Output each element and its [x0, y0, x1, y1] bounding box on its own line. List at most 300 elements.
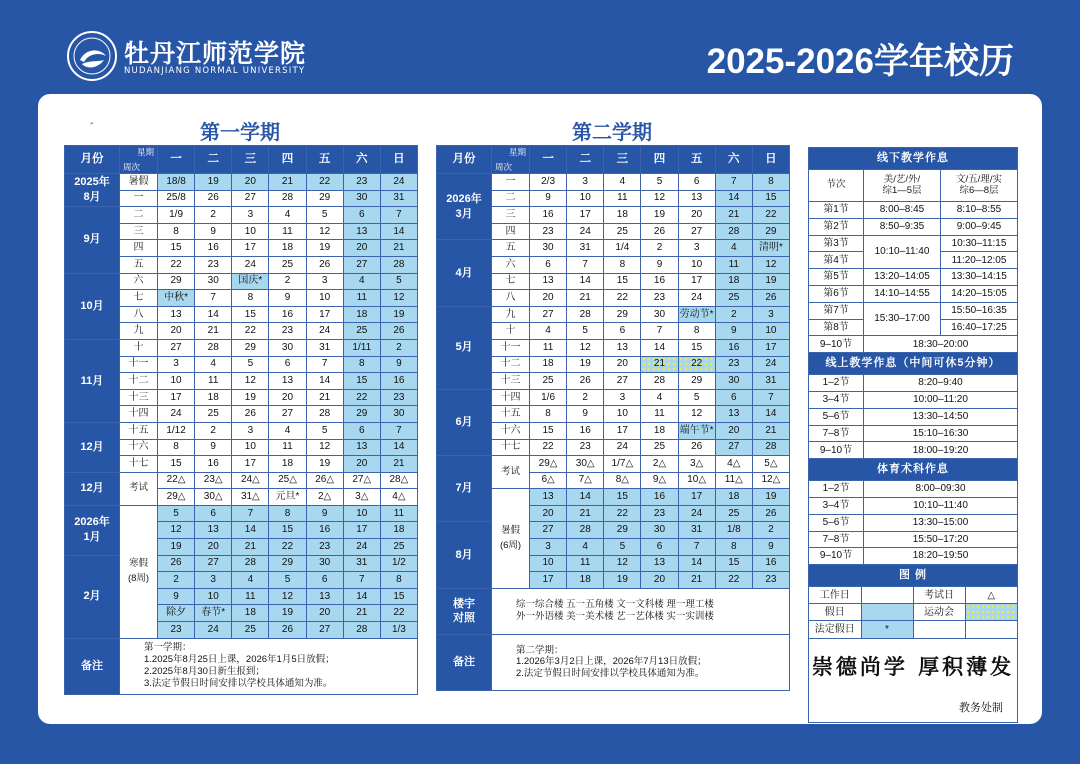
- day-cell: 4: [567, 539, 604, 556]
- time-b: 13:30–14:15: [941, 269, 1018, 286]
- day-cell: 11: [269, 223, 306, 240]
- day-cell: 20: [530, 290, 567, 307]
- day-cell: 15: [232, 306, 269, 323]
- day-cell: 3△: [678, 456, 715, 473]
- weekday-header: 日: [380, 146, 417, 174]
- day-cell: 24: [343, 539, 380, 556]
- time-a: 18:30–20:00: [864, 336, 1018, 353]
- week-no-label: 周次: [123, 161, 141, 172]
- day-cell: 28: [343, 622, 380, 639]
- day-cell: 29△: [530, 456, 567, 473]
- day-cell: 23: [641, 505, 678, 522]
- day-cell: 21: [380, 240, 417, 257]
- day-cell: 25: [269, 256, 306, 273]
- day-cell: 14: [306, 373, 343, 390]
- day-cell: 21: [641, 356, 678, 373]
- day-cell: 12: [678, 406, 715, 423]
- day-cell: 20: [715, 422, 752, 439]
- day-cell: 21: [232, 539, 269, 556]
- day-cell: 9: [380, 356, 417, 373]
- day-cell: 26: [158, 555, 195, 572]
- weekday-header: 日: [752, 146, 789, 174]
- month-header: 月份: [437, 146, 492, 174]
- time: 15:10–16:30: [864, 425, 1018, 442]
- week-number: 八: [120, 306, 158, 323]
- period: 1–2节: [809, 375, 864, 392]
- week-number: 九: [492, 306, 530, 323]
- month-cell: 8月: [437, 522, 492, 588]
- day-cell: 16: [530, 207, 567, 224]
- day-cell: 6: [343, 422, 380, 439]
- day-cell: 23: [195, 256, 232, 273]
- day-cell: 清明*: [752, 240, 789, 257]
- legend-work: 工作日: [809, 587, 861, 604]
- week-number: 四: [492, 223, 530, 240]
- day-cell: 16: [195, 456, 232, 473]
- week-number: 十七: [492, 439, 530, 456]
- month-cell: 2026年 3月: [437, 174, 492, 240]
- day-cell: 19: [232, 389, 269, 406]
- day-cell: 16: [715, 339, 752, 356]
- day-cell: 8: [343, 356, 380, 373]
- day-cell: 3: [752, 306, 789, 323]
- day-cell: 19: [269, 605, 306, 622]
- day-cell: 27: [269, 406, 306, 423]
- pe-title: 体育术科作息: [809, 459, 1018, 481]
- day-cell: 8: [269, 505, 306, 522]
- day-cell: 2: [269, 273, 306, 290]
- day-cell: 27: [306, 622, 343, 639]
- day-cell: 23: [343, 174, 380, 191]
- day-cell: 元旦*: [269, 489, 306, 506]
- day-cell: 18: [715, 273, 752, 290]
- day-cell: 2: [752, 522, 789, 539]
- day-cell: 17: [158, 389, 195, 406]
- day-cell: 21: [567, 290, 604, 307]
- day-cell: 3: [232, 422, 269, 439]
- day-cell: 18: [269, 240, 306, 257]
- day-cell: 2: [195, 422, 232, 439]
- day-cell: 19: [752, 489, 789, 506]
- day-cell: 8: [158, 439, 195, 456]
- day-cell: 30: [641, 306, 678, 323]
- day-cell: 20: [343, 240, 380, 257]
- time-b: 14:20–15:05: [941, 285, 1018, 302]
- day-cell: 18: [232, 605, 269, 622]
- month-cell: 7月: [437, 456, 492, 522]
- day-cell: 17: [678, 489, 715, 506]
- weekday-header: 五: [306, 146, 343, 174]
- week-row: [65, 339, 418, 356]
- day-cell: 中秋*: [158, 290, 195, 307]
- day-cell: 2: [158, 572, 195, 589]
- day-cell: 24: [232, 256, 269, 273]
- weekday-header: 一: [530, 146, 567, 174]
- day-cell: 14: [343, 588, 380, 605]
- day-cell: 5: [306, 207, 343, 224]
- day-cell: 23: [752, 572, 789, 589]
- day-cell: 5△: [752, 456, 789, 473]
- day-cell: 15: [678, 339, 715, 356]
- day-cell: 13: [530, 489, 567, 506]
- day-cell: 1/4: [604, 240, 641, 257]
- day-cell: 9: [269, 290, 306, 307]
- day-cell: 22: [380, 605, 417, 622]
- day-cell: 28△: [380, 472, 417, 489]
- weekday-header: 三: [604, 146, 641, 174]
- day-cell: 劳动节*: [678, 306, 715, 323]
- day-cell: 16: [195, 240, 232, 257]
- day-cell: 26△: [306, 472, 343, 489]
- day-cell: 28: [269, 190, 306, 207]
- month-cell: 10月: [65, 273, 120, 339]
- day-cell: 24△: [232, 472, 269, 489]
- day-cell: 3△: [343, 489, 380, 506]
- day-cell: 28: [380, 256, 417, 273]
- day-cell: 25: [715, 505, 752, 522]
- weekday-header: 三: [232, 146, 269, 174]
- day-cell: 4: [715, 240, 752, 257]
- week-row: [65, 422, 418, 439]
- week-number: 十二: [492, 356, 530, 373]
- day-cell: 6△: [530, 472, 567, 489]
- day-cell: 7: [752, 389, 789, 406]
- day-cell: 26: [380, 323, 417, 340]
- legend-exam-symbol: △: [965, 587, 1017, 604]
- day-cell: 12: [306, 439, 343, 456]
- month-header: 月份: [65, 146, 120, 174]
- week-row: [65, 207, 418, 224]
- day-cell: 8△: [604, 472, 641, 489]
- week-row: [437, 174, 790, 191]
- time-b: 8:10–8:55: [941, 202, 1018, 219]
- day-cell: 17: [232, 456, 269, 473]
- day-cell: 13: [343, 439, 380, 456]
- day-cell: 22△: [158, 472, 195, 489]
- time: 8:20–9:40: [864, 375, 1018, 392]
- university-logo-icon: [66, 30, 118, 82]
- day-cell: 23: [641, 290, 678, 307]
- day-cell: 21: [678, 572, 715, 589]
- day-cell: 17: [306, 306, 343, 323]
- day-cell: 29: [752, 223, 789, 240]
- day-cell: 5: [641, 174, 678, 191]
- day-cell: 20: [678, 207, 715, 224]
- day-cell: 11: [530, 339, 567, 356]
- day-cell: 29: [604, 306, 641, 323]
- day-cell: 18: [567, 572, 604, 589]
- day-cell: 17: [604, 422, 641, 439]
- day-cell: 28: [567, 522, 604, 539]
- day-cell: 22: [678, 356, 715, 373]
- day-cell: 13: [343, 223, 380, 240]
- day-cell: 4: [530, 323, 567, 340]
- day-cell: 28: [752, 439, 789, 456]
- day-cell: 3: [678, 240, 715, 257]
- period: 9–10节: [809, 442, 864, 459]
- day-cell: 8: [678, 323, 715, 340]
- day-cell: 2△: [641, 456, 678, 473]
- day-cell: 2: [567, 389, 604, 406]
- day-cell: 4: [195, 356, 232, 373]
- day-cell: 20: [195, 539, 232, 556]
- day-cell: 9: [567, 406, 604, 423]
- day-cell: 31: [567, 240, 604, 257]
- legend-exam: 考试日: [913, 587, 965, 604]
- day-cell: 18: [269, 456, 306, 473]
- day-cell: 28: [715, 223, 752, 240]
- time-b: 15:50–16:35: [941, 302, 1018, 319]
- semester2-title: 第二学期: [572, 120, 652, 144]
- day-cell: 30: [380, 406, 417, 423]
- week-number: 十: [492, 323, 530, 340]
- period: 第6节: [809, 285, 864, 302]
- day-cell: 4: [604, 174, 641, 191]
- day-cell: 25: [380, 539, 417, 556]
- semester2-table: [436, 145, 790, 691]
- day-cell: 10: [232, 439, 269, 456]
- day-cell: 25: [343, 323, 380, 340]
- day-cell: 3: [567, 174, 604, 191]
- day-cell: 15: [158, 240, 195, 257]
- period: 第1节: [809, 202, 864, 219]
- day-cell: 15: [604, 489, 641, 506]
- week-number: 考试: [492, 456, 530, 489]
- day-cell: 31: [678, 522, 715, 539]
- day-cell: 14: [752, 406, 789, 423]
- month-cell: 9月: [65, 207, 120, 273]
- day-cell: 28: [195, 339, 232, 356]
- day-cell: 30: [269, 339, 306, 356]
- week-number: 四: [120, 240, 158, 257]
- day-cell: 12: [306, 223, 343, 240]
- day-cell: 27: [604, 373, 641, 390]
- day-cell: 25: [195, 406, 232, 423]
- day-cell: 8: [158, 223, 195, 240]
- notes-label: 备注: [437, 634, 492, 690]
- month-cell: 11月: [65, 339, 120, 422]
- day-cell: 31: [306, 339, 343, 356]
- day-cell: 国庆*: [232, 273, 269, 290]
- week-number: 八: [492, 290, 530, 307]
- week-number: 十四: [120, 406, 158, 423]
- time-b: 11:20–12:05: [941, 252, 1018, 269]
- day-cell: 10: [232, 223, 269, 240]
- day-cell: 5: [380, 273, 417, 290]
- day-cell: 19: [158, 539, 195, 556]
- day-cell: 2: [195, 207, 232, 224]
- day-cell: 23: [306, 539, 343, 556]
- day-cell: 27: [530, 306, 567, 323]
- week-header: [492, 146, 530, 174]
- day-cell: 17: [530, 572, 567, 589]
- week-header: [120, 146, 158, 174]
- week-number: 六: [120, 273, 158, 290]
- day-cell: 23: [158, 622, 195, 639]
- col-header: 文/五/理/实 综6—8层: [941, 170, 1018, 202]
- day-cell: 10: [678, 256, 715, 273]
- day-cell: 16: [641, 273, 678, 290]
- week-number: 十一: [120, 356, 158, 373]
- day-cell: 6: [530, 256, 567, 273]
- time-a: 10:10–11:40: [864, 235, 941, 269]
- day-cell: 12: [567, 339, 604, 356]
- week-no-label: 周次: [495, 161, 513, 172]
- day-cell: 10: [752, 323, 789, 340]
- day-cell: 30: [715, 373, 752, 390]
- day-cell: 9: [641, 256, 678, 273]
- school-name-en: NUDANJIANG NORMAL UNIVERSITY: [124, 66, 306, 76]
- day-cell: 6: [195, 505, 232, 522]
- day-cell: 28: [306, 406, 343, 423]
- day-cell: 14: [232, 522, 269, 539]
- day-cell: 7: [306, 356, 343, 373]
- period: 第8节: [809, 319, 864, 336]
- week-number: 五: [492, 240, 530, 257]
- day-cell: 13: [158, 306, 195, 323]
- weekday-header: 六: [715, 146, 752, 174]
- day-cell: 13: [195, 522, 232, 539]
- week-number: 十六: [120, 439, 158, 456]
- day-cell: 4: [343, 273, 380, 290]
- online-title: 线上教学作息（中间可休5分钟）: [809, 353, 1018, 375]
- day-cell: 29: [678, 373, 715, 390]
- day-cell: 1/3: [380, 622, 417, 639]
- day-cell: 11: [380, 505, 417, 522]
- day-cell: 4△: [380, 489, 417, 506]
- week-number: 十五: [120, 422, 158, 439]
- day-cell: 30: [343, 190, 380, 207]
- day-cell: 19: [567, 356, 604, 373]
- day-cell: 22: [269, 539, 306, 556]
- day-cell: 15: [343, 373, 380, 390]
- day-cell: 19: [195, 174, 232, 191]
- day-cell: 11△: [715, 472, 752, 489]
- week-row: [65, 472, 418, 489]
- day-cell: 5: [306, 422, 343, 439]
- day-cell: 11: [567, 555, 604, 572]
- day-cell: 29: [604, 522, 641, 539]
- day-cell: 22: [232, 323, 269, 340]
- day-cell: 20: [604, 356, 641, 373]
- day-cell: 2△: [306, 489, 343, 506]
- day-cell: 30: [530, 240, 567, 257]
- week-number: 十三: [120, 389, 158, 406]
- day-cell: 4: [269, 207, 306, 224]
- day-cell: 22: [343, 389, 380, 406]
- day-cell: 7: [567, 256, 604, 273]
- day-cell: 26: [752, 505, 789, 522]
- day-cell: 17: [678, 273, 715, 290]
- day-cell: 19: [752, 273, 789, 290]
- day-cell: 11: [604, 190, 641, 207]
- day-cell: 21: [195, 323, 232, 340]
- day-cell: 13: [269, 373, 306, 390]
- week-row: [437, 306, 790, 323]
- day-cell: 18: [641, 422, 678, 439]
- day-cell: 7: [678, 539, 715, 556]
- month-cell: 12月: [65, 422, 120, 472]
- day-cell: 11: [343, 290, 380, 307]
- week-number: 六: [492, 256, 530, 273]
- col-header: 节次: [809, 170, 864, 202]
- weekday-label: 星期: [508, 147, 526, 157]
- day-cell: 25/8: [158, 190, 195, 207]
- day-cell: 12: [641, 190, 678, 207]
- day-cell: 2: [380, 339, 417, 356]
- month-cell: 2026年 1月: [65, 505, 120, 555]
- day-cell: 4△: [715, 456, 752, 473]
- day-cell: 23: [269, 323, 306, 340]
- day-cell: 16: [380, 373, 417, 390]
- day-cell: 10: [195, 588, 232, 605]
- day-cell: 30: [306, 555, 343, 572]
- week-number: 二: [120, 207, 158, 224]
- notes-label: 备注: [65, 638, 120, 694]
- day-cell: 5: [269, 572, 306, 589]
- day-cell: 24: [678, 505, 715, 522]
- day-cell: 24: [567, 223, 604, 240]
- time-a: 13:20–14:05: [864, 269, 941, 286]
- day-cell: 14: [195, 306, 232, 323]
- day-cell: 2/3: [530, 174, 567, 191]
- day-cell: 23: [715, 356, 752, 373]
- day-cell: 5: [604, 539, 641, 556]
- day-cell: 22: [715, 572, 752, 589]
- day-cell: 31: [380, 190, 417, 207]
- day-cell: 2: [641, 240, 678, 257]
- day-cell: 4: [641, 389, 678, 406]
- day-cell: 26: [641, 223, 678, 240]
- day-cell: 16: [641, 489, 678, 506]
- day-cell: 9△: [641, 472, 678, 489]
- day-cell: 27: [158, 339, 195, 356]
- day-cell: 26: [269, 622, 306, 639]
- day-cell: 14: [380, 439, 417, 456]
- day-cell: 13: [530, 273, 567, 290]
- day-cell: 13: [604, 339, 641, 356]
- day-cell: 6: [269, 356, 306, 373]
- issuer: 教务处制: [809, 696, 1018, 722]
- col-header: 美/艺/外/ 综1—5层: [864, 170, 941, 202]
- day-cell: 25: [715, 290, 752, 307]
- semester2-notes: 第二学期： 1.2026年3月2日上课，2026年7月13日放假； 2.法定节假日时间安排以学校具体通知为准。: [492, 634, 790, 690]
- day-cell: 6: [306, 572, 343, 589]
- day-cell: 23: [530, 223, 567, 240]
- semester1-notes: 第一学期： 1.2025年8月25日上课，2026年1月5日放假； 2.2025年8月30日新生报到； 3.法定节假日时间安排以学校具体通知为准。: [120, 638, 418, 694]
- building-label: 楼宇 对照: [437, 588, 492, 634]
- day-cell: 18: [604, 207, 641, 224]
- day-cell: 19: [306, 456, 343, 473]
- week-number: 三: [120, 223, 158, 240]
- day-cell: 12: [232, 373, 269, 390]
- period: 9–10节: [809, 336, 864, 353]
- time-a: 8:00–8:45: [864, 202, 941, 219]
- day-cell: 29: [269, 555, 306, 572]
- week-number: 考试: [120, 472, 158, 505]
- time: 10:10–11:40: [864, 497, 1018, 514]
- week-number: 十: [120, 339, 158, 356]
- day-cell: 10: [604, 406, 641, 423]
- day-cell: 5: [158, 505, 195, 522]
- time-a: 15:30–17:00: [864, 302, 941, 336]
- period: 第7节: [809, 302, 864, 319]
- day-cell: 13: [678, 190, 715, 207]
- day-cell: 8: [232, 290, 269, 307]
- legend-statutory: 法定假日: [809, 621, 861, 638]
- day-cell: 7: [232, 505, 269, 522]
- day-cell: 8: [715, 539, 752, 556]
